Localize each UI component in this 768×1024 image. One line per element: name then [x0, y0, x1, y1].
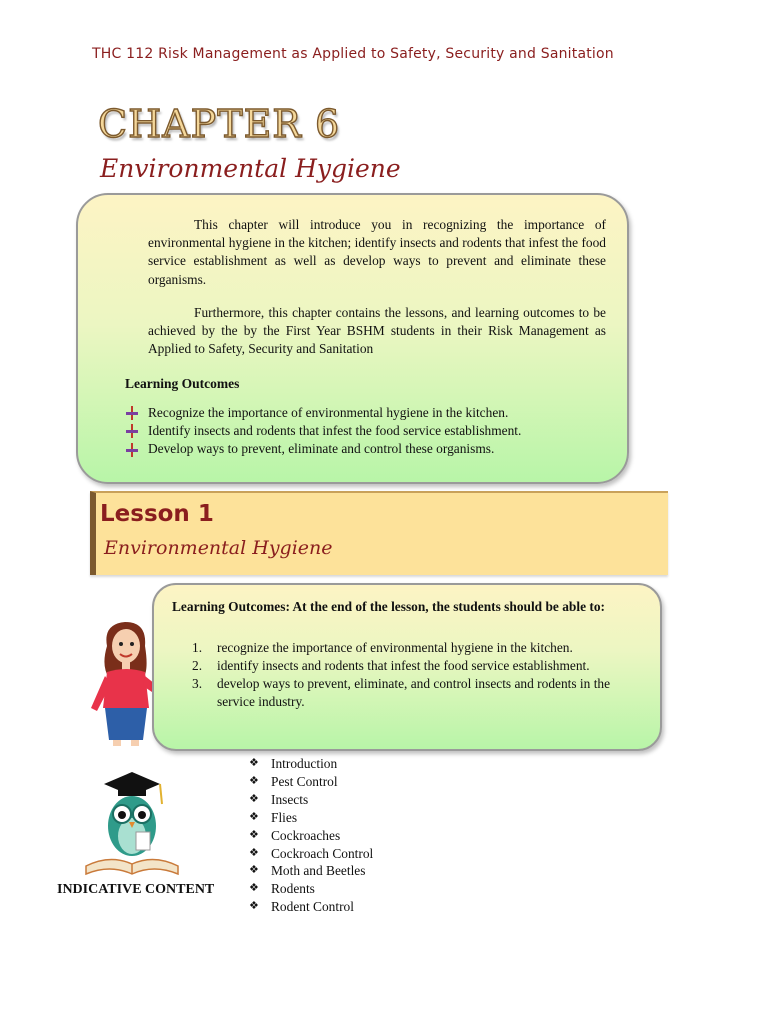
- diamond-bullet-icon: ❖: [249, 882, 259, 895]
- diamond-bullet-icon: ❖: [249, 774, 259, 787]
- list-item: Recognize the importance of environmental hygiene in the kitchen.: [125, 404, 521, 422]
- learning-outcomes-list: [125, 404, 521, 459]
- diamond-bullet-icon: ❖: [249, 846, 259, 859]
- list-item: ❖ Cockroaches: [249, 827, 341, 843]
- lesson-title: Lesson 1: [100, 501, 214, 527]
- list-item: ❖ Flies: [249, 809, 298, 825]
- diamond-bullet-icon: ❖: [249, 900, 259, 913]
- chapter-subtitle: Environmental Hygiene: [100, 154, 401, 183]
- lesson-outcomes-list: [192, 639, 647, 711]
- diamond-bullet-icon: ❖: [249, 792, 259, 805]
- list-item: ❖ Pest Control: [249, 773, 338, 789]
- indicative-content-list: [249, 755, 373, 916]
- list-item: Identify insects and rodents that infest the food service establishment.: [125, 422, 521, 440]
- list-item: ❖ Moth and Beetles: [249, 863, 366, 879]
- list-item: 1. recognize the importance of environmental hygiene in the kitchen.: [192, 640, 573, 655]
- running-head: THC 112 Risk Management as Applied to Safety, Security and Sanitation: [92, 46, 614, 62]
- list-item: 2. identify insects and rodents that infest the food service establishment.: [192, 658, 590, 673]
- indicative-content-label: INDICATIVE CONTENT: [57, 882, 215, 897]
- diamond-bullet-icon: ❖: [249, 864, 259, 877]
- pushpin-bullet-icon: [125, 424, 139, 438]
- learning-outcomes-heading: Learning Outcomes: [125, 376, 240, 391]
- list-item: Develop ways to prevent, eliminate and control these organisms.: [125, 440, 521, 458]
- lesson-banner: [90, 491, 668, 575]
- pushpin-bullet-icon: [125, 443, 139, 457]
- lesson-outcomes-box: [152, 583, 662, 751]
- lesson-outcomes-heading: Learning Outcomes: At the end of the lesson, the students should be able to:: [172, 599, 605, 614]
- list-item: ❖ Rodent Control: [249, 899, 354, 915]
- chapter-intro-box: [76, 193, 629, 484]
- diamond-bullet-icon: ❖: [249, 828, 259, 841]
- list-item: ❖ Cockroach Control: [249, 845, 374, 861]
- pushpin-bullet-icon: [125, 406, 139, 420]
- list-item: ❖ Insects: [249, 791, 309, 807]
- chapter-title: CHAPTER 6: [98, 102, 341, 146]
- lesson-subtitle: Environmental Hygiene: [104, 537, 333, 559]
- graduate-owl-icon: [84, 770, 180, 878]
- list-item: 3. develop ways to prevent, eliminate, and control insects and rodents in the service industry.: [192, 676, 611, 709]
- diamond-bullet-icon: ❖: [249, 810, 259, 823]
- list-item: ❖ Introduction: [249, 756, 338, 771]
- diamond-bullet-icon: ❖: [249, 757, 259, 769]
- intro-paragraph-1: This chapter will introduce you in recognizing the importance of environmental hygiene in the kitchen; identify insects and rodents that infest the food service establishment as well as develop ways to prevent and eliminate these organisms.: [148, 217, 606, 287]
- list-item: ❖ Rodents: [249, 881, 315, 897]
- intro-paragraph-2: Furthermore, this chapter contains the lessons, and learning outcomes to be achieved by the by the First Year BSHM students in their Risk Management as Applied to Safety, Security and Sanitation: [148, 305, 606, 357]
